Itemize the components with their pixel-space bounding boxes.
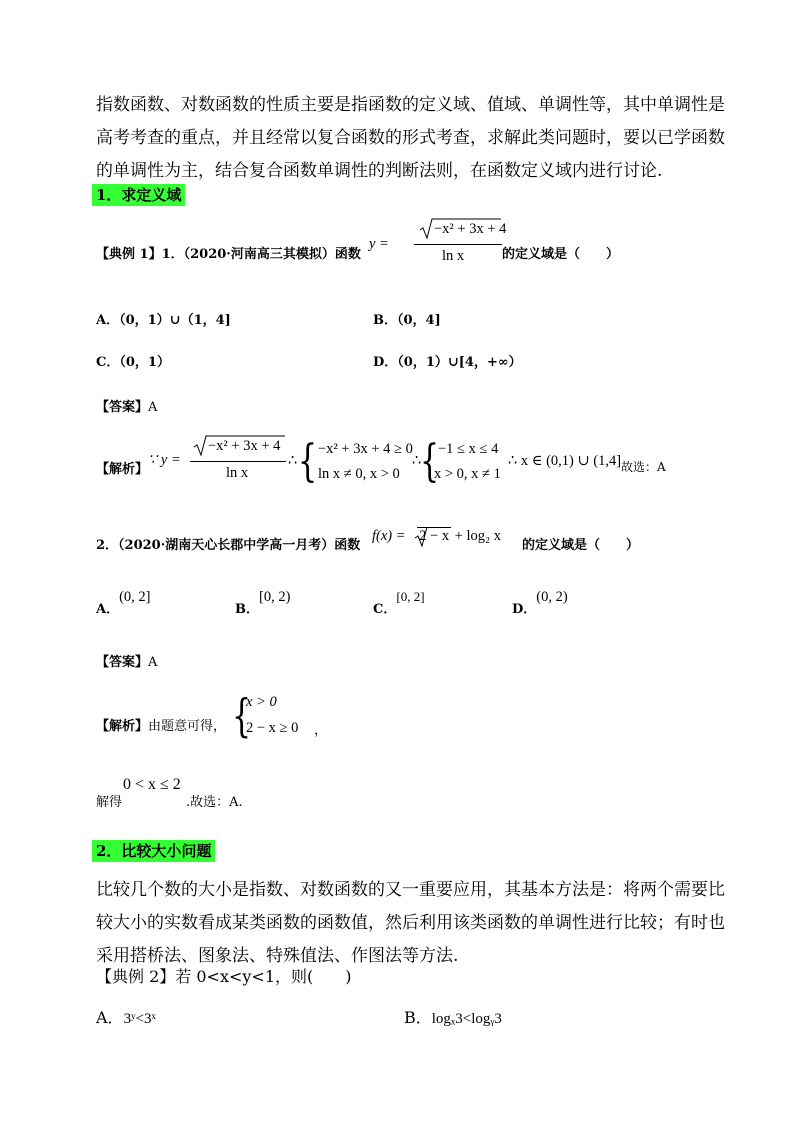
example1-numerator: −x² + 3x + 4 (434, 221, 507, 237)
option-text: （0，4] (397, 313, 441, 328)
example1-analysis-label: 【解析】 (96, 462, 149, 477)
section2-line: 采用搭桥法、图象法、特殊值法、作图法等方法. (96, 946, 459, 966)
answer-label: 【答案】 (96, 400, 149, 415)
option-key: B． (373, 313, 397, 328)
example2-solve-math: 0 < x ≤ 2 (123, 776, 181, 793)
option-text: （0，1） (119, 355, 170, 370)
example3-question: 【典例 2】若 0<x<y<1，则( ) (96, 967, 352, 986)
therefore-symbol-1: ∴ (288, 453, 298, 469)
intro-line: 的单调性为主，结合复合函数单调性的判断法则，在函数定义域内进行讨论. (96, 161, 663, 181)
example1-answer (96, 396, 157, 415)
answer-value: A (148, 400, 158, 415)
option-key: A． (96, 1008, 124, 1027)
example2-solve-prefix: 解得 (96, 795, 123, 810)
example2-solve-suffix: .故选：A. (186, 795, 243, 810)
section-heading-1: 1．求定义域 (92, 184, 185, 206)
func-radicand: 2 − x (419, 528, 450, 544)
example2-suffix: 的定义域是（ ） (522, 538, 640, 553)
section2-line: 比较几个数的大小是指数、对数函数的又一重要应用，其基本方法是：将两个需要比 (96, 880, 725, 900)
example1-option-d[interactable] (373, 351, 522, 370)
func-rest: + log₂ x (451, 528, 501, 544)
left-brace-2: { (420, 436, 440, 488)
analysis-text: 由题意可得， (148, 719, 227, 734)
example1-denominator: ln x (442, 248, 465, 264)
system2-line2: x > 0, x ≠ 1 (434, 466, 501, 482)
left-brace-3: { (232, 690, 252, 743)
intro-paragraph (96, 89, 725, 188)
example2-option-b[interactable] (235, 586, 291, 617)
therefore-symbol-2: ∴ (412, 453, 422, 469)
option-text: （0，1）∪[4，+∞） (397, 355, 522, 370)
example2-system-comma: ， (314, 723, 328, 738)
option-key: A． (96, 602, 120, 617)
option-key: C． (373, 602, 397, 617)
example1-option-c[interactable] (96, 351, 170, 370)
option-text: [0, 2] (396, 589, 425, 604)
example1-label: 【典例 1】1．（2020·河南高三其模拟）函数 (96, 247, 361, 262)
option-key: D． (512, 602, 537, 617)
example1-because: ∵ y = (148, 452, 181, 468)
option-key: C． (96, 355, 120, 370)
example1-func: y = (369, 236, 389, 252)
example2-option-a[interactable] (96, 586, 151, 617)
example2-label: 2．（2020·湖南天心长郡中学高一月考）函数 (96, 538, 361, 553)
answer-value: A (148, 655, 158, 670)
example1-suffix: 的定义域是（ ） (502, 247, 620, 262)
example1-analysis-denominator: ln x (226, 465, 249, 481)
analysis-label: 【解析】 (96, 719, 149, 734)
example1-therefore: ∴ x ∈ (0,1) ∪ (1,4] (508, 453, 622, 469)
option-key: A． (96, 313, 120, 328)
section2-line: 较大小的实数看成某类函数的函数值，然后利用该类函数的单调性进行比较；有时也 (96, 913, 725, 933)
example2-option-c[interactable] (373, 586, 425, 617)
example2-answer (96, 651, 157, 670)
left-brace-1: { (298, 436, 318, 488)
answer-label: 【答案】 (96, 655, 149, 670)
option-text: (0, 2] (119, 589, 151, 605)
option-text: (0, 2) (536, 589, 568, 605)
intro-line: 高考考查的重点，并且经常以复合函数的形式考查，求解此类问题时，要以已学函数 (96, 128, 725, 148)
option-key: D． (373, 355, 398, 370)
option-text: 3ʸ<3ˣ (123, 1011, 156, 1027)
example1-option-a[interactable] (96, 309, 231, 328)
example1-conclusion: 故选：A (621, 460, 666, 474)
example1-analysis-fraction-bar (190, 461, 286, 462)
section-heading-2: 2．比较大小问题 (92, 840, 215, 862)
system1-line2: ln x ≠ 0, x > 0 (318, 466, 400, 482)
example3-option-a[interactable] (96, 1005, 156, 1028)
func-lhs: f(x) = (372, 528, 410, 544)
example2-sqrt-hook (414, 526, 428, 548)
section2-paragraph (96, 874, 725, 973)
example2-func (372, 527, 501, 545)
option-text: logₓ3<logᵧ3 (431, 1011, 502, 1027)
option-key: B． (235, 602, 259, 617)
system2-line1: −1 ≤ x ≤ 4 (438, 441, 499, 457)
example1-option-b[interactable] (373, 309, 441, 328)
intro-line: 指数函数、对数函数的性质主要是指函数的定义域、值域、单调性等，其中单调性是 (96, 95, 725, 115)
example1-fraction-bar (414, 244, 502, 245)
example1-analysis-numerator: −x² + 3x + 4 (208, 438, 281, 454)
option-text: [0, 2) (259, 589, 291, 605)
system1-line1: −x² + 3x + 4 ≥ 0 (318, 441, 413, 457)
option-key: B． (404, 1008, 432, 1027)
example2-system-line2: 2 − x ≥ 0 (246, 720, 299, 736)
example2-system-line1: x > 0 (246, 694, 277, 710)
example2-analysis (96, 715, 226, 734)
example3-option-b[interactable] (404, 1005, 502, 1028)
option-text: （0，1）∪（1，4] (119, 313, 231, 328)
example2-option-d[interactable] (512, 586, 568, 617)
